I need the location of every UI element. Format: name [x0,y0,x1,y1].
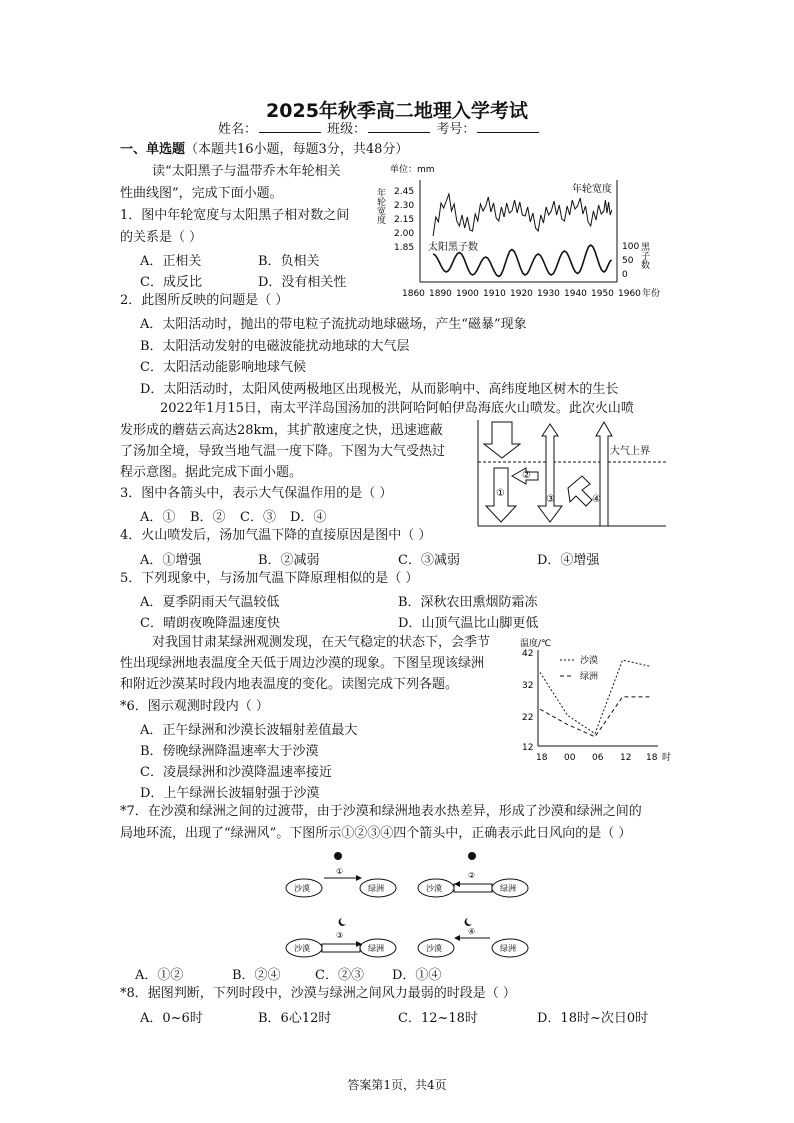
arrowhead-icon [454,935,460,941]
arrow-1-label: ① [496,488,505,499]
oasis-series-line [540,697,650,737]
chart1-right-ticks [622,242,639,280]
q8-option-b: B．6心12时 [258,1011,332,1026]
arrow-4-label: ④ [592,494,601,505]
atmosphere-heating-diagram [476,418,668,530]
desert-label: 沙漠 [294,944,310,953]
q5-stem: 5．下列现象中，与汤加气温下降原理相似的是（ ） [120,571,419,586]
chart1-x-ticks [402,287,660,299]
sunspot-tree-ring-chart [372,162,664,300]
name-blank [259,120,321,133]
q2-option-b: B．太阳活动发射的电磁波能扰动地球的大气层 [140,339,410,354]
class-blank [368,120,430,133]
group3-intro-2: 性出现绿洲地表温度全天低于周边沙漠的现象。下图呈现该绿洲 [120,656,485,671]
chart2-x-ticks [536,751,671,763]
q7-stem-1: *7．在沙漠和绿洲之间的过渡带，由于沙漠和绿洲地表水热差异，形成了沙漠和绿洲之间的 [120,804,642,819]
arrow-4 [568,476,592,506]
q6-option-a: A．正午绿洲和沙漠长波辐射差值最大 [140,723,358,738]
q4-stem: 4．火山喷发后，汤加气温下降的直接原因是图中（ ） [120,528,432,543]
arrow-3 [538,424,562,522]
q1-option-b: B．负相关 [258,254,320,269]
group3-intro-1: 对我国甘肃某绿洲观测发现，在天气稳定的状态下，会季节 [152,635,491,650]
q2-stem: 2．此图所反映的问题是（ ） [120,293,289,308]
number-label: 考号： [436,122,476,137]
q1-option-c: C．成反比 [140,275,202,290]
chart2-xtick: 00 [564,753,576,763]
q4-option-c: C．③减弱 [398,553,460,568]
arrow-label: ② [468,871,476,880]
q5-option-c: C．晴朗夜晚降温速度快 [140,616,280,631]
chart1-xtick: 1960 [618,289,641,299]
student-info-row [218,120,541,139]
group1-intro-1: 读“太阳黑子与温带乔木年轮相关 [152,164,341,179]
number-blank [477,120,539,133]
oasis-wind-diagram [282,848,532,966]
q4-option-d: D．④增强 [537,553,600,568]
chart2-y-title: 温度/℃ [520,639,552,649]
chart1-xtick: 1910 [483,289,506,299]
arrow-2-label: ② [522,470,531,481]
q7-option-a: A．①② [135,968,184,983]
chart2-ytick: 42 [522,649,534,659]
group2-intro-2: 发形成的蘑菇云高达28km，其扩散速度之快，迅速遮蔽 [120,423,443,438]
q5-option-d: D．山顶气温比山脚更低 [398,616,539,631]
chart2-xtick: 18 [536,753,548,763]
chart1-y-ticks [394,187,414,253]
chart1-xtick: 1950 [591,289,614,299]
tree-ring-series-line [433,194,612,236]
sun-icon [468,852,476,860]
q3-stem: 3．图中各箭头中，表示大气保温作用的是（ ） [120,486,393,501]
q2-option-c: C．太阳活动能影响地球气候 [140,360,306,375]
q3-option-b: B．② [190,510,226,525]
chart1-xtick: 1900 [456,289,479,299]
group2-intro-3: 了汤加全境，导致当地气温一度下降。下图为大气受热过 [120,444,446,459]
section-note: （本题共16小题，每题3分，共48分） [185,142,409,157]
chart1-rtick: 50 [622,256,634,266]
moon-icon [465,918,472,926]
q3-option-a: A．① [140,510,176,525]
chart1-xtick: 1920 [510,289,533,299]
q8-stem: *8．据图判断，下列时段中，沙漠与绿洲之间风力最弱的时段是（ ） [120,986,516,1001]
chart1-ring-label: 年轮宽度 [572,184,612,195]
arrow-label: ③ [336,931,344,940]
name-label: 姓名： [218,122,258,137]
group1-intro-2: 性曲线图”，完成下面小题。 [120,186,283,201]
section-heading-text: 一、单选题 [120,142,186,157]
oasis-label: 绿洲 [368,944,384,953]
chart1-xtick: 1860 [402,289,425,299]
chart1-right-title: 黑子数 [639,242,649,269]
q3-option-c: C．③ [240,510,276,525]
q6-option-d: D．上午绿洲长波辐射强于沙漠 [140,786,320,801]
arrow-label: ④ [468,927,476,936]
group2-intro-1: 2022年1月15日，南太平洋岛国汤加的洪阿哈阿帕伊岛海底火山喷发。此次火山喷 [160,401,634,416]
chart1-ytick: 1.85 [394,243,415,253]
q3-option-d: D．④ [290,510,327,525]
oasis-label: 绿洲 [500,884,516,893]
section-heading [120,141,408,159]
chart1-ytick: 2.30 [394,201,415,211]
q6-option-c: C．凌晨绿洲和沙漠降温速率接近 [140,765,332,780]
q8-option-c: C．12~18时 [398,1011,478,1026]
q7-option-c: C．②③ [315,968,364,983]
panel-1 [286,852,396,897]
group3-intro-3: 和附近沙漠某时段内地表温度的变化。读图完成下列各题。 [120,677,459,692]
legend-desert-label: 沙漠 [580,656,599,666]
q6-option-b: B．傍晚绿洲降温速率大于沙漠 [140,744,319,759]
panel-2 [418,852,528,897]
ground-radiation-arrow [596,422,612,526]
chart2-xtick: 18 [646,753,658,763]
q1-stem-1: 1．图中年轮宽度与太阳黑子相对数之间 [120,208,350,223]
chart1-ytick: 2.15 [394,215,415,225]
q2-option-a: A．太阳活动时，抛出的带电粒子流扰动地球磁场，产生“磁暴”现象 [140,317,527,332]
chart1-sunspot-label: 太阳黑子数 [428,242,478,253]
chart2-y-ticks [522,649,533,753]
q2-option-d: D．太阳活动时，太阳风使两极地区出现极光，从而影响中、高纬度地区树木的生长 [140,382,619,397]
q4-option-b: B．②减弱 [258,553,320,568]
class-label: 班级： [327,122,367,137]
chart2-ytick: 12 [522,743,534,753]
chart1-rtick: 0 [622,270,628,280]
chart2-x-unit: 时 [662,753,672,763]
oasis-label: 绿洲 [500,944,516,953]
q1-option-a: A．正相关 [140,254,202,269]
fig2-layer-label: 大气上界 [610,446,650,457]
group2-intro-4: 程示意图。据此完成下面小题。 [120,465,303,480]
wind-arrow-3 [322,944,360,952]
q8-option-a: A．0~6时 [140,1011,203,1026]
chart2-ytick: 32 [522,681,534,691]
desert-label: 沙漠 [426,884,442,893]
chart1-ytick: 2.45 [394,187,415,197]
incoming-solar-arrow [484,422,520,458]
desert-label: 沙漠 [426,944,442,953]
panel-4 [418,918,528,957]
surface-temperature-chart [512,636,672,764]
chart2-xtick: 12 [620,753,632,763]
q8-option-d: D．18时~次日0时 [537,1011,649,1026]
panel-3 [286,918,396,957]
q5-option-b: B．深秋农田熏烟防霜冻 [398,595,538,610]
chart1-x-unit: 年份 [642,289,661,299]
chart1-y-title: 年轮宽度 [375,188,385,224]
q6-stem: *6．图示观测时段内（ ） [120,699,269,714]
q5-option-a: A．夏季阴雨天气温较低 [140,595,280,610]
sun-icon [334,852,342,860]
arrow-label: ① [336,867,344,876]
oasis-label: 绿洲 [368,884,384,893]
chart1-xtick: 1940 [564,289,587,299]
page-footer: 答案第1页，共4页 [347,1078,447,1092]
q1-option-d: D．没有相关性 [258,275,347,290]
chart1-rtick: 100 [622,242,640,252]
moon-icon [339,918,346,926]
q7-stem-2: 局地环流，出现了“绿洲风”。下图所示①②③④四个箭头中，正确表示此日风向的是（ ） [120,826,632,841]
chart2-ytick: 22 [522,713,534,723]
q7-option-d: D．①④ [392,968,442,983]
q4-option-a: A．①增强 [140,553,202,568]
arrow-3-label: ③ [546,494,555,505]
chart1-xtick: 1890 [429,289,452,299]
page-title: 2025年秋季高二地理入学考试 [266,100,528,122]
chart2-xtick: 06 [592,753,604,763]
desert-label: 沙漠 [294,884,310,893]
q1-stem-2: 的关系是（ ） [120,230,203,245]
legend-oasis-label: 绿洲 [580,672,599,682]
chart1-xtick: 1930 [537,289,560,299]
arrowhead-icon [356,875,362,881]
chart1-ytick: 2.00 [394,229,415,239]
chart1-unit-label: 单位：mm [390,165,435,175]
q7-option-b: B．②④ [232,968,281,983]
